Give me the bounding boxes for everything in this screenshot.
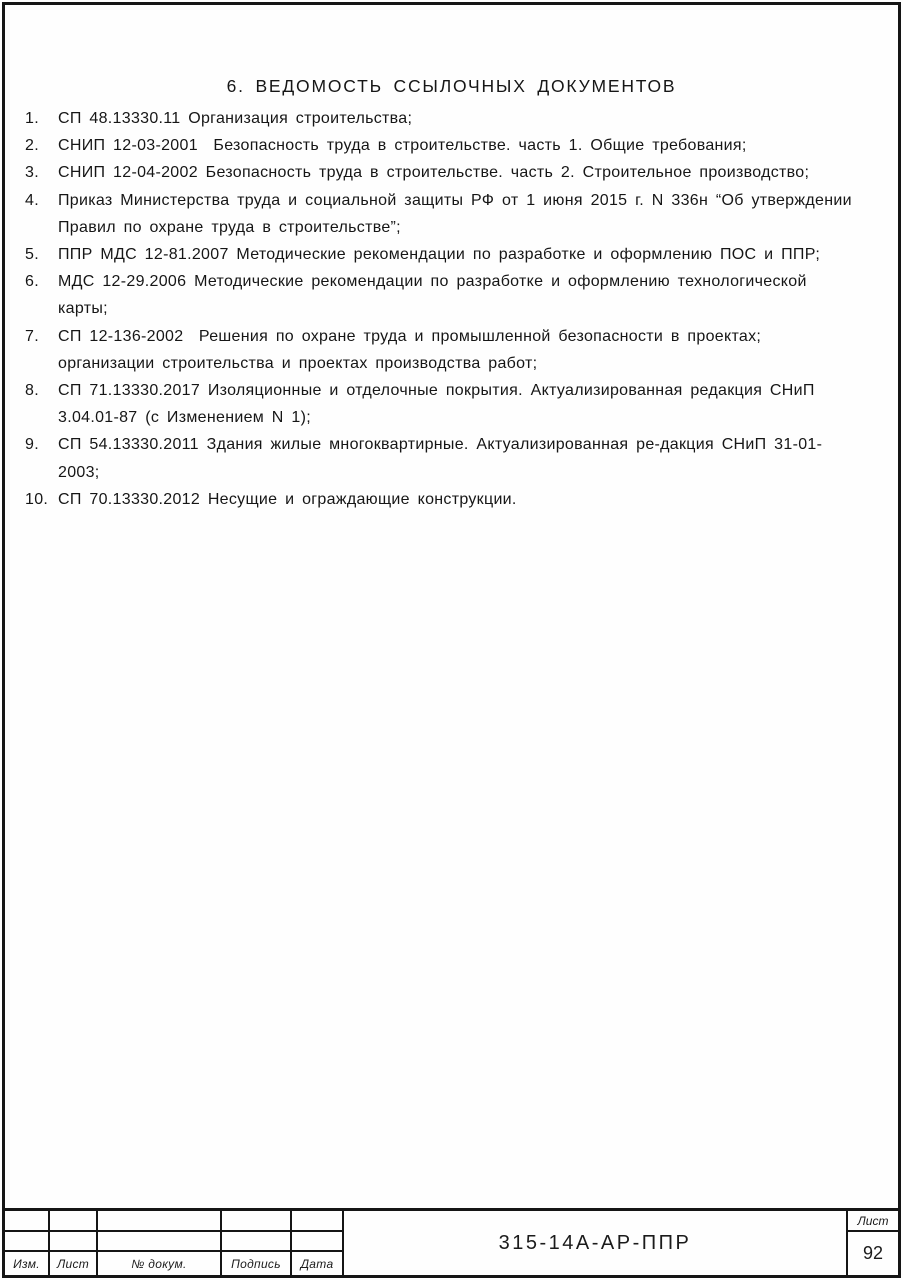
titleblock-label-date	[292, 1252, 344, 1275]
list-item-number: 2.	[25, 137, 39, 155]
label-izm: Изм.	[13, 1256, 40, 1271]
list-item-number: 3.	[25, 164, 39, 182]
label-date: Дата	[300, 1256, 334, 1271]
list-item-number: 5.	[25, 246, 39, 264]
list-item-text: СП 54.13330.2011 Здания жилые многоквартирные. Актуализированная ре-дакция СНиП 31-01-2003;	[58, 436, 823, 481]
titleblock-label-doc	[98, 1252, 222, 1275]
sheet-number: 92	[862, 1243, 884, 1263]
titleblock-empty-cell	[50, 1232, 98, 1252]
list-item-text: СНИП 12-04-2002 Безопасность труда в строительстве. часть 2. Строительное производство;	[58, 164, 810, 182]
label-doc-number: № докум.	[131, 1256, 187, 1271]
list-item	[22, 159, 874, 186]
list-item-text: Приказ Министерства труда и социальной защиты РФ от 1 июня 2015 г. N 336н “Об утверждении Правил по охране труда в строительстве”;	[58, 191, 860, 236]
titleblock-label-sign	[222, 1252, 292, 1275]
list-item	[22, 268, 874, 322]
page-title: 6. ВЕДОМОСТЬ ССЫЛОЧНЫХ ДОКУМЕНТОВ	[226, 76, 677, 96]
label-list: Лист	[56, 1256, 90, 1271]
list-item-text: СП 71.13330.2017 Изоляционные и отделочные покрытия. Актуализированная редакция СНиП 3.04.01-87 (с Изменением N 1);	[58, 382, 823, 427]
titleblock-empty-cell	[50, 1211, 98, 1232]
list-item-number: 8.	[25, 382, 39, 400]
list-item-text: СП 70.13330.2012 Несущие и ограждающие конструкции.	[58, 490, 517, 508]
list-item-number: 4.	[25, 191, 39, 209]
list-item	[22, 241, 874, 268]
titleblock-empty-cell	[222, 1211, 292, 1232]
label-signature: Подпись	[231, 1256, 281, 1271]
titleblock-empty-cell	[5, 1211, 50, 1232]
list-item-text: ППР МДС 12-81.2007 Методические рекомендации по разработке и оформлению ПОС и ППР;	[58, 246, 821, 264]
list-item-text: СНИП 12-03-2001 Безопасность труда в строительстве. часть 1. Общие требования;	[58, 137, 747, 155]
reference-document-list	[22, 105, 874, 513]
titleblock-label-list	[50, 1252, 98, 1275]
titleblock-empty-cell	[292, 1211, 344, 1232]
list-item	[22, 105, 874, 132]
list-item-number: 9.	[25, 436, 39, 454]
titleblock-empty-cell	[222, 1232, 292, 1252]
list-item-number: 6.	[25, 273, 39, 291]
list-item	[22, 132, 874, 159]
gost-title-block	[2, 1208, 901, 1278]
titleblock-empty-cell	[98, 1232, 222, 1252]
list-item-text: СП 48.13330.11 Организация строительства;	[58, 110, 413, 127]
list-item	[22, 486, 874, 513]
titleblock-empty-cell	[5, 1232, 50, 1252]
list-item	[22, 377, 874, 431]
titleblock-empty-cell	[98, 1211, 222, 1232]
list-item-text: МДС 12-29.2006 Методические рекомендации по разработке и оформлению технологической карты;	[58, 273, 815, 318]
document-number: 315-14А-АР-ППР	[344, 1211, 848, 1275]
list-item-number: 10.	[25, 490, 49, 508]
list-item	[22, 323, 874, 377]
list-item-number: 1.	[25, 110, 39, 127]
list-item-text: СП 12-136-2002 Решения по охране труда и промышленной безопасности в проектах; организации строительства и проектах производства работ;	[58, 327, 769, 372]
titleblock-empty-cell	[292, 1232, 344, 1252]
list-item	[22, 187, 874, 241]
list-item	[22, 431, 874, 485]
list-item-number: 7.	[25, 327, 39, 345]
titleblock-label-izm	[5, 1252, 50, 1275]
sheet-label: Лист	[848, 1211, 898, 1232]
